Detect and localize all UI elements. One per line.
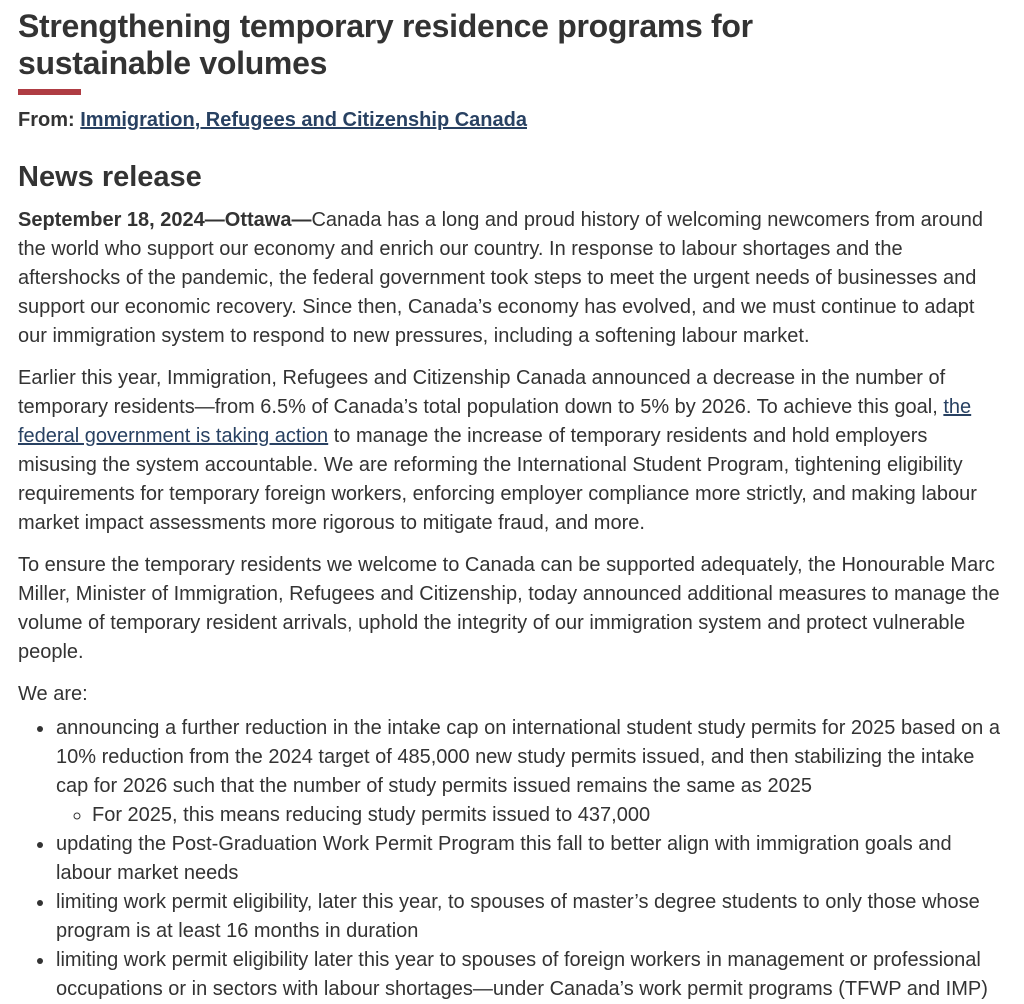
- list-item-text: limiting work permit eligibility later this year to spouses of foreign workers in management or professional occupations or in sectors with labour shortages—under Canada’s work permit programs (TFWP and IMP): [56, 949, 988, 1000]
- department-link[interactable]: Immigration, Refugees and Citizenship Canada: [80, 109, 527, 131]
- dateline-bold: September 18, 2024—Ottawa—: [18, 209, 312, 231]
- paragraph-dateline-text: Canada has a long and proud history of welcoming newcomers from around the world who support our economy and enrich our country. In response to labour shortages and the aftershocks of the pandemic, the federal government took steps to meet the urgent needs of businesses and support our economic recovery. Since then, Canada’s economy has evolved, and we must continue to adapt our immigration system to respond to new pressures, including a softening labour market.: [18, 209, 983, 347]
- list-item: [55, 714, 1006, 830]
- list-item: [55, 946, 1006, 1004]
- sub-list-item-text: For 2025, this means reducing study permits issued to 437,000: [92, 804, 651, 826]
- paragraph-targets: [18, 364, 1006, 538]
- list-item-text: limiting work permit eligibility, later this year, to spouses of master’s degree students to only those whose program is at least 16 months in duration: [56, 891, 980, 942]
- paragraph-targets-after: to manage the increase of temporary residents and hold employers misusing the system accountable. We are reforming the International Student Program, tightening eligibility requirements for temporary foreign workers, enforcing employer compliance more strictly, and making labour market impact assessments more rigorous to mitigate fraud, and more.: [18, 425, 977, 534]
- paragraph-we-are: We are:: [18, 683, 88, 705]
- page-title: Strengthening temporary residence programs for sustainable volumes: [18, 8, 753, 81]
- title-accent-bar: [18, 89, 81, 95]
- list-item-text: announcing a further reduction in the intake cap on international student study permits for 2025 based on a 10% reduction from the 2024 target of 485,000 new study permits issued, and then stabilizing the intake cap for 2026 such that the number of study permits issued remains the same as 2025: [56, 717, 1000, 797]
- measures-sublist: [56, 801, 1006, 830]
- sub-list-item: [92, 801, 1006, 830]
- paragraph-dateline: [18, 206, 1006, 351]
- list-item: [55, 830, 1006, 888]
- measures-list: [18, 714, 1006, 1004]
- from-label: From:: [18, 109, 75, 131]
- taking-action-link[interactable]: the federal government is taking action: [18, 396, 972, 447]
- list-item-text: updating the Post-Graduation Work Permit Program this fall to better align with immigration goals and labour market needs: [56, 833, 952, 884]
- paragraph-announcement: To ensure the temporary residents we welcome to Canada can be supported adequately, the Honourable Marc Miller, Minister of Immigration, Refugees and Citizenship, today announced additional measures to manage the volume of temporary resident arrivals, uphold the integrity of our immigration system and protect vulnerable people.: [18, 554, 1000, 663]
- section-heading: News release: [18, 161, 202, 193]
- from-line: [18, 108, 1006, 132]
- list-item: [55, 888, 1006, 946]
- paragraph-targets-before: Earlier this year, Immigration, Refugees and Citizenship Canada announced a decrease in the number of temporary residents—from 6.5% of Canada’s total population down to 5% by 2026. To achieve this goal,: [18, 367, 946, 418]
